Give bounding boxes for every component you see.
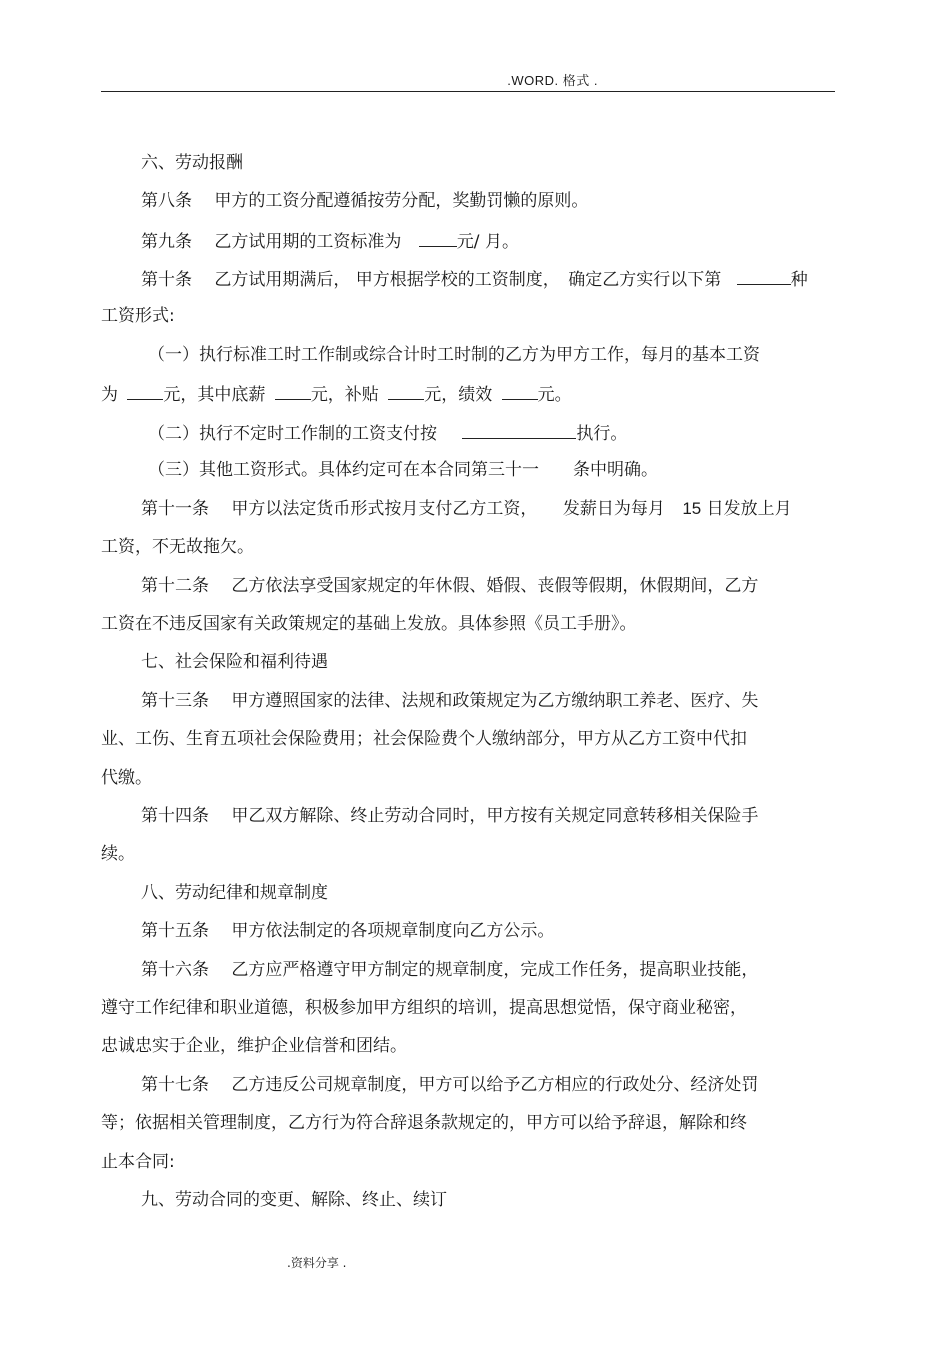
article-9-text: 第九条 乙方试用期的工资标准为 xyxy=(141,232,402,252)
article-11-text: 第十一条 甲方以法定货币形式按月支付乙方工资， 发薪日为每月 xyxy=(141,499,665,519)
section-heading-7: 七、社会保险和福利待遇 xyxy=(141,652,328,672)
article-10-end: 种 xyxy=(790,270,808,290)
section-heading-8: 八、劳动纪律和规章制度 xyxy=(141,883,328,903)
article-14-cont: 续。 xyxy=(101,844,135,864)
blank-field xyxy=(127,382,163,400)
article-12: 第十二条 乙方依法享受国家规定的年休假、婚假、丧假等假期，休假期间，乙方 xyxy=(141,576,759,596)
article-14: 第十四条 甲乙双方解除、终止劳动合同时，甲方按有关规定同意转移相关保险手 xyxy=(141,806,759,826)
article-17: 第十七条 乙方违反公司规章制度，甲方可以给予乙方相应的行政处分、经济处罚 xyxy=(141,1075,759,1095)
item-2-text: （二）执行不定时工作制的工资支付按 xyxy=(148,424,437,444)
article-9 xyxy=(141,229,519,253)
blank-field xyxy=(388,382,424,400)
blank-field xyxy=(419,229,457,247)
article-13: 第十三条 甲方遵照国家的法律、法规和政策规定为乙方缴纳职工养老、医疗、失 xyxy=(141,691,759,711)
article-11 xyxy=(141,498,792,520)
article-11-end: 日发放上月 xyxy=(706,499,792,519)
item-1-text-e: 元。 xyxy=(537,385,572,405)
article-17-cont-2: 止本合同: xyxy=(101,1152,175,1172)
blank-field xyxy=(275,382,311,400)
item-1-text-a: 为 xyxy=(101,385,118,405)
blank-field xyxy=(502,382,538,400)
header-divider xyxy=(101,91,835,92)
article-16-cont-1: 遵守工作纪律和职业道德，积极参加甲方组织的培训，提高思想觉悟，保守商业秘密， xyxy=(101,998,747,1018)
article-10 xyxy=(141,267,808,291)
article-13-cont-2: 代缴。 xyxy=(101,768,152,788)
page-header xyxy=(0,70,950,94)
article-17-cont-1: 等；依据相关管理制度，乙方行为符合辞退条款规定的，甲方可以给予辞退，解除和终 xyxy=(101,1113,747,1133)
item-1-text-b: 元，其中底薪 xyxy=(163,385,266,405)
article-9-unit: 元/ 月。 xyxy=(456,232,519,252)
item-1: （一）执行标准工时工作制或综合计时工时制的乙方为甲方工作，每月的基本工资 xyxy=(148,345,760,365)
article-13-cont-1: 业、工伤、生育五项社会保险费用；社会保险费个人缴纳部分，甲方从乙方工资中代扣 xyxy=(101,729,747,749)
article-15: 第十五条 甲方依法制定的各项规章制度向乙方公示。 xyxy=(141,921,555,941)
item-1-text-c: 元，补贴 xyxy=(310,385,379,405)
article-12-cont: 工资在不违反国家有关政策规定的基础上发放。具体参照《员工手册》。 xyxy=(101,614,637,634)
article-8: 第八条 甲方的工资分配遵循按劳分配，奖勤罚懒的原则。 xyxy=(141,191,589,211)
article-16-cont-2: 忠诚忠实于企业，维护企业信誉和团结。 xyxy=(101,1036,407,1056)
item-3: （三）其他工资形式。具体约定可在本合同第三十一 条中明确。 xyxy=(148,460,658,480)
page-footer: .资料分享 . xyxy=(287,1256,347,1270)
article-16: 第十六条 乙方应严格遵守甲方制定的规章制度，完成工作任务，提高职业技能， xyxy=(141,960,759,980)
section-heading-6: 六、劳动报酬 xyxy=(141,153,243,173)
article-10-text: 第十条 乙方试用期满后， 甲方根据学校的工资制度， 确定乙方实行以下第 xyxy=(141,270,722,290)
article-11-cont: 工资，不无故拖欠。 xyxy=(101,537,254,557)
payday-number: 15 xyxy=(682,499,702,518)
item-2 xyxy=(148,421,627,445)
header-text: .WORD. 格式 . xyxy=(507,73,598,88)
blank-field xyxy=(737,267,791,285)
item-1-text-d: 元，绩效 xyxy=(424,385,493,405)
blank-field xyxy=(462,421,576,439)
section-heading-9: 九、劳动合同的变更、解除、终止、续订 xyxy=(141,1190,447,1210)
article-10-cont: 工资形式: xyxy=(101,306,175,326)
item-2-end: 执行。 xyxy=(576,424,628,444)
item-1-cont xyxy=(101,382,572,406)
